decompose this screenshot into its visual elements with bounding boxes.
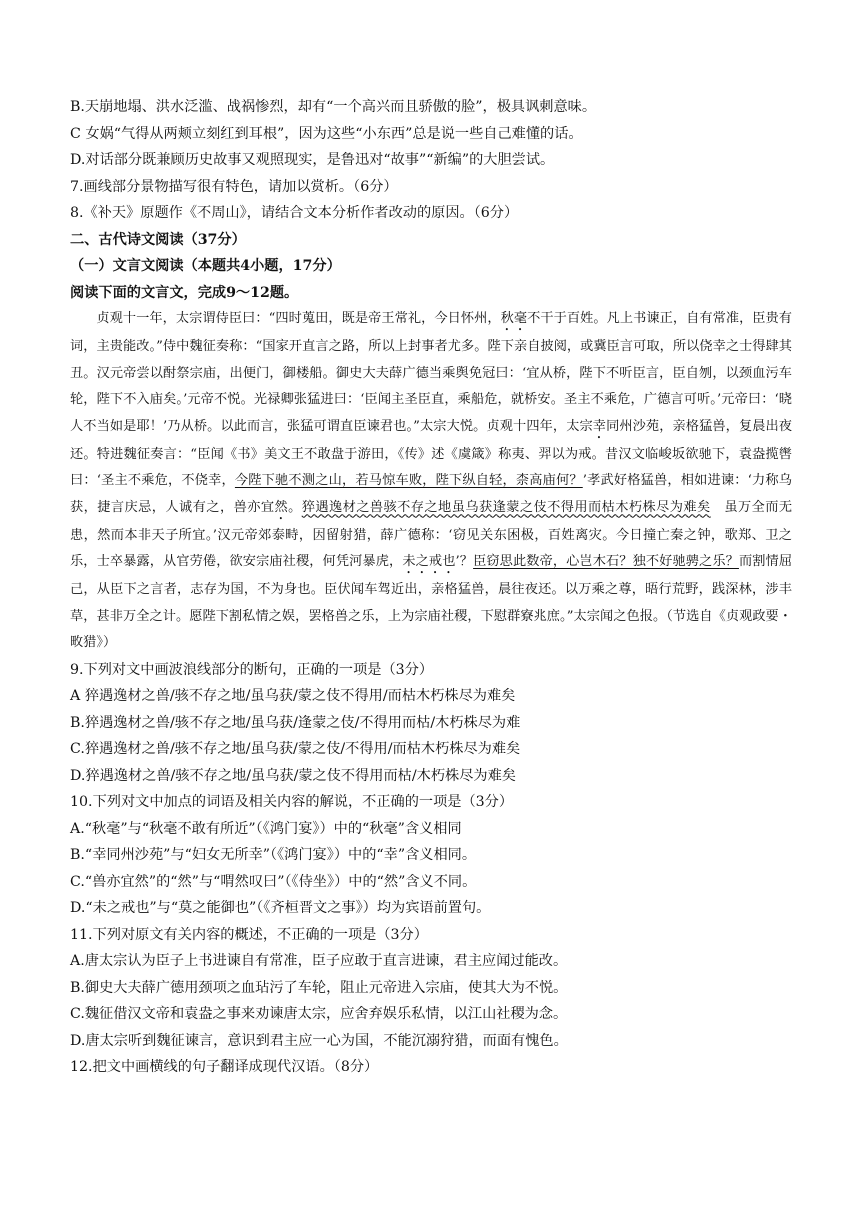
q9-option-c: C.猝遇逸材之兽/骇不存之地/虽乌获/蒙之伎/不得用/而枯木朽株尽为难矣: [70, 741, 521, 757]
dotted-word-xing: 幸: [592, 418, 607, 434]
passage-text: 而割情屈己，从臣下之言者，志存为国，不为身也。臣伏闻车驾近出，亲格猛兽，晨往夜还。以万乘之尊，晤行荒野，践深林，涉丰草，甚非万全之计。愿陛下割私情之娱，罢格兽之乐，上为宗庙社稷，下慰群寮兆庶。”太宗闻之色报。（节选自《贞观政要・畋猎》）: [70, 554, 793, 650]
passage-text: ’？: [455, 554, 474, 569]
q10-option-d: D.“未之戒也”与“莫之能御也”（《齐桓晋文之事》）均为宾语前置句。: [70, 900, 491, 916]
dotted-word-qiuhao: 秋毫: [500, 311, 528, 326]
passage-text: ’孝武好格猛兽，相如进谏：‘力称乌获，捷言庆忌，人诚有之，兽亦宜: [70, 473, 792, 515]
q6-option-b: B.天崩地塌、洪水泛滥、战祸惨烈，却有“一个高兴而且骄傲的脸”，极具讽刺意味。: [70, 99, 597, 115]
passage-text: 不干于百姓。凡上书谏正，自有常准，臣贵有词，主贵能改。”侍中魏征奏称：“国家开直言之路，所以上封事者尤多。陛下亲自披阅，或冀臣言可取，所以侥幸之士得肆其丑。汉元帝尝以酎祭宗庙，出便门，御楼船。御史大夫薛广德当乘舆免冠曰：‘宜从桥，陛下不听臣言，臣自刎，以颈血污车轮，陛下不入庙矣。’元帝不悦。光禄卿张猛进曰：‘臣闻主圣臣直，乘船危，就桥安。圣主不乘危，广德言可听。’元帝曰：‘晓人不当如是耶！’乃从桥。以此而言，张猛可谓直臣谏君也。”太宗大悦。贞观十四年，太宗: [70, 311, 792, 434]
passage-paragraph: [70, 306, 792, 657]
passage-text: 。: [288, 499, 302, 515]
classical-passage: [70, 306, 792, 657]
q11-option-c: C.魏征借汉文帝和袁盎之事来劝谏唐太宗，应舍弃娱乐私情，以江山社稷为念。: [70, 1006, 568, 1022]
wavy-underlined-text: 猝遇逸材之兽骇不存之地虽乌获逢蒙之伎不得用而枯木朽株尽为难矣: [301, 499, 711, 515]
q9-option-d: D.猝遇逸材之兽/骇不存之地/虽乌获/蒙之伎不得用而枯/木朽株尽为难矣: [70, 767, 516, 784]
q9-option-b: B.猝遇逸材之兽/骇不存之地/虽乌获/逢蒙之伎/不得用而枯/木朽株尽为难: [70, 714, 521, 731]
section-2-title: 二、古代诗文阅读（37分）: [70, 231, 246, 248]
dotted-word-weizhijieye: 未之戒也: [402, 554, 456, 569]
passage-text: 贞观十一年，太宗谓侍臣曰：“四时蒐田，既是帝王常礼，今日怀州，: [96, 311, 501, 326]
underlined-sentence-2: 臣窃思此数帝，心岂木石？独不好驰骋之乐？: [473, 554, 739, 569]
passage-text: 同州沙苑，亲格猛兽，复晨出夜还。特进魏征奏言：“臣闻《书》美文王不敢盘于游田，《传》述《虞箴》称夷、羿以为戒。昔汉文临峻坂欲驰下，袁盎揽辔曰：‘圣主不乘危，不侥幸，: [70, 418, 792, 488]
underlined-sentence-1: 今陛下驰不测之山，若马惊车败，陛下纵自轻，柰高庙何？: [234, 473, 583, 488]
question-7: 7.画线部分景物描写很有特色，请加以赏析。（6分）: [70, 178, 398, 195]
dotted-word-ran: 然: [274, 499, 289, 515]
passage-text: 虽万全而无患，然而本非天子所宜。’汉元帝郊泰畤，因留射猎，薛广德称：‘窃见关东困极，百姓离灾。今日撞亡秦之钟，歌郑、卫之乐，士卒暴露，从官劳倦，欲安宗庙社稷，何凭河暴虎，: [70, 499, 793, 569]
q9-option-a: A 猝遇逸材之兽/骇不存之地/虽乌获/蒙之伎不得用/而枯木朽株尽为难矣: [70, 688, 516, 704]
q11-option-b: B.御史大夫薛广德用颈项之血玷污了车轮，阻止元帝进入宗庙，使其大为不悦。: [70, 979, 568, 996]
question-11-stem: 11.下列对原文有关内容的概述，不正确的一项是（3分）: [70, 926, 428, 943]
question-10-stem: 10.下列对文中加点的词语及相关内容的解说，不正确的一项是（3分）: [70, 794, 514, 810]
q10-option-b: B.“幸同州沙苑”与“妇女无所幸”（《鸿门宴》）中的“幸”含义相同。: [70, 847, 477, 863]
exam-page: [70, 94, 792, 1081]
q10-option-a: A.“秋毫”与“秋毫不敢有所近”（《鸿门宴》）中的“秋毫”含义相同: [70, 820, 462, 837]
question-8: 8.《补天》原题作《不周山》，请结合文本分析作者改动的原因。（6分）: [70, 205, 519, 221]
q6-option-d: D.对话部分既兼顾历史故事又观照现实，是鲁迅对“故事”“新编”的大胆尝试。: [70, 152, 555, 168]
q6-option-c: C 女娲“气得从两颊立刻红到耳根”，因为这些“小东西”总是说一些自己难懂的话。: [70, 125, 583, 142]
subsection-1-title: （一）文言文阅读（本题共4小题，17分）: [70, 258, 341, 274]
q11-option-a: A.唐太宗认为臣子上书进谏自有常准，臣子应敢于直言进谏，君主应闻过能改。: [70, 953, 568, 969]
question-12: 12.把文中画横线的句子翻译成现代汉语。（8分）: [70, 1059, 379, 1075]
question-9-stem: 9.下列对文中画波浪线部分的断句，正确的一项是（3分）: [70, 661, 434, 678]
q11-option-d: D.唐太宗听到魏征谏言，意识到君主应一心为国，不能沉溺狩猎，而面有愧色。: [70, 1032, 568, 1049]
reading-instruction: 阅读下面的文言文，完成9～12题。: [70, 284, 299, 301]
q10-option-c: C.“兽亦宜然”的“然”与“喟然叹曰”（《侍坐》）中的“然”含义不同。: [70, 873, 477, 890]
